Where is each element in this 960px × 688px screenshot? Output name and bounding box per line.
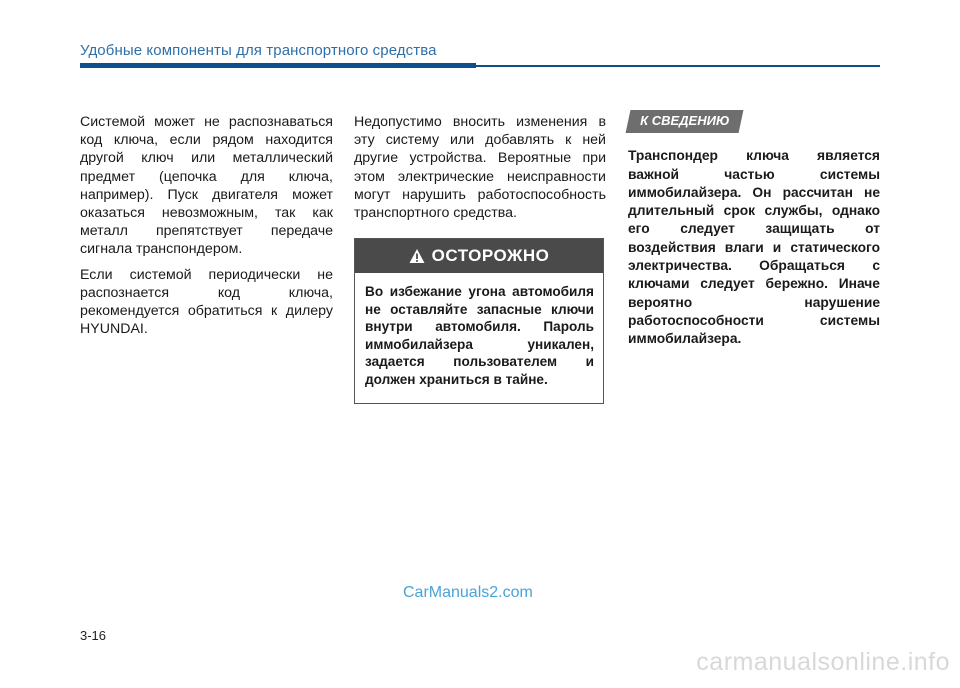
caution-text: Во избежание угона автомобиля не оставляйте запасные ключи внутри автомобиля. Пароль иммобилайзера уникален, задается пользователем и должен храниться в тайне. — [365, 284, 594, 387]
header-bar — [80, 63, 476, 68]
header-rule — [476, 65, 880, 67]
header-title: Удобные компоненты для транспортного средства — [80, 42, 437, 59]
info-text: Транспондер ключа является важной частью системы иммобилайзера. Он рассчитан не длительный срок службы, однако его следует защищать от воздействия влаги и статического электричества. Обращаться с ключами следует бережно. Иначе вероятно нарушение работоспособности системы иммобилайзера. — [628, 148, 880, 347]
paragraph: Если системой периодически не распознается код ключа, рекомендуется обратиться к дилеру HYUNDAI. — [80, 266, 333, 338]
caution-title: ОСТОРОЖНО — [431, 246, 550, 265]
caution-header — [355, 239, 603, 273]
info-badge — [626, 110, 744, 133]
column-middle — [354, 113, 606, 229]
column-right — [628, 110, 880, 348]
warning-triangle-icon — [409, 248, 425, 264]
caution-box — [354, 238, 604, 404]
watermark-corner: carmanualsonline.info — [696, 648, 950, 676]
column-left — [80, 113, 333, 345]
page-number: 3-16 — [80, 628, 107, 643]
paragraph: Системой может не распознаваться код ключа, если рядом находится другой ключ или металлический предмет (цепочка для ключа, например). Пуск двигателя может оказаться невозможным, так как металл препятствует передаче сигнала транспондером. — [80, 114, 333, 258]
watermark-site: CarManuals2.com — [403, 584, 533, 601]
paragraph: Недопустимо вносить изменения в эту систему или добавлять к ней другие устройства. Вероятные при этом электрические неисправности могут нарушить работоспособность транспортного средства. — [354, 114, 606, 222]
info-label: К СВЕДЕНИЮ — [640, 113, 730, 128]
